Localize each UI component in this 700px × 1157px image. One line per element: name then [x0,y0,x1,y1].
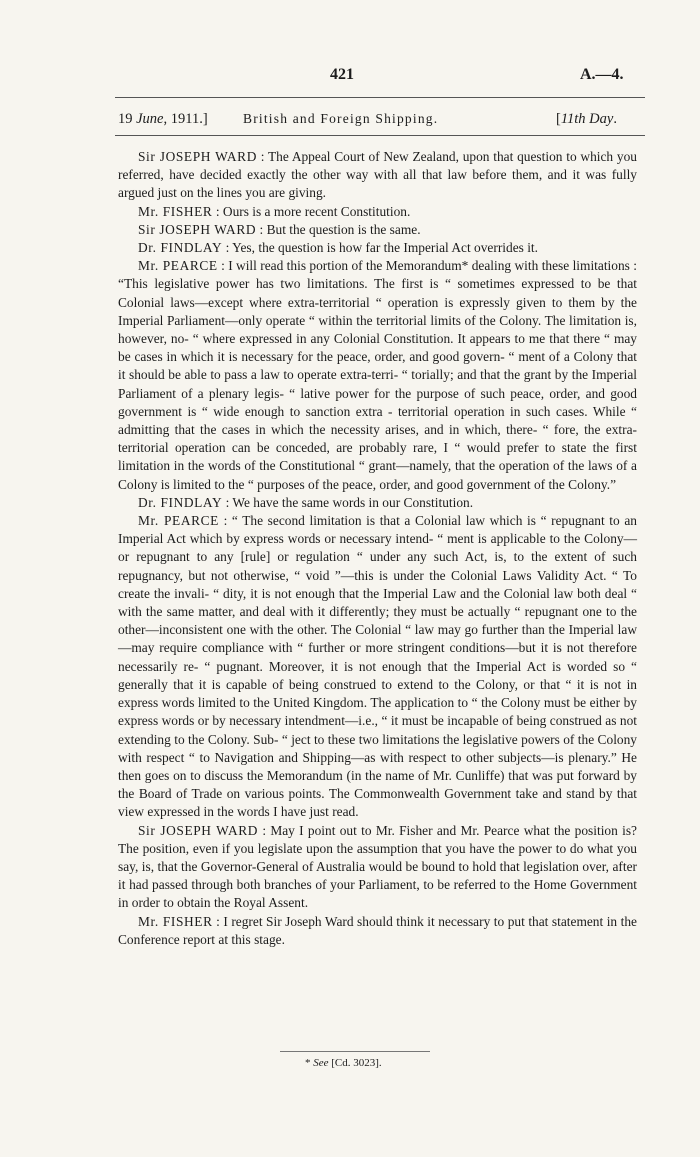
paragraph [118,257,637,494]
speaker-name: Mr. FISHER [138,913,213,929]
paragraph [118,822,637,913]
paragraph-text: : Ours is a more recent Constitution. [215,203,411,219]
paragraph [118,148,637,203]
running-date: 19 June, 1911.] [118,111,208,127]
paragraph-text: : May I point out to Mr. Fisher and Mr. Pearce what the position is? The position, even if you legislate upon the assumption that you have the power to do what you say, is, that the Governor-General of Australia would be bound to hold that legislation over, after it had passed through both branches of your Parliament, to be referred to the Home Government in order to obtain the Royal Assent. [118,822,637,911]
header-rule [115,97,645,98]
transcript-body [118,148,637,949]
footnote-rule [280,1051,430,1052]
paragraph-text: : I will read this portion of the Memorandum* dealing with these limitations : “This legislative power has two limitations. The first is “ sometimes expressed to be that Colonial laws—except where extra-territorial “ operation is expressly given to them by the Imperial Parliament—only operate “ within the territorial limits of the Colony. The limitation is, however, no- “ where expressed in any Colonial Constitution. It appears to me that there “ may be cases in which it is necessary for the peace, order, and good govern- “ ment of a Colony that it should be able to pass a law to operate extra-terri- “ torially; and that the grant by the Imperial Parliament of a plenary legis- “ lative power for the purpose of such peace, order, and good government is “ wide enough to sanction extra - territorial operation in such cases. While “ admitting that the cases in which the necessity arises, and in which, there- “ fore, the extra-territorial operation can be conceded, are probably rare, I “ would prefer to state the first limitation in the words of the Constitutional “ grant—namely, that the operation of the laws of a Colony is limited to the “ purposes of the peace, order, and good government of the Colony.” [118,258,637,492]
paragraph-text: : But the question is the same. [259,221,421,237]
running-header [118,111,648,131]
speaker-name: Dr. FINDLAY [138,494,223,510]
paragraph-text: : The Appeal Court of New Zealand, upon that question to which you referred, have decided exactly the other way with all that law before them, and it was fully argued just on the lines you are giving. [118,149,637,201]
footnote: * See [Cd. 3023]. [305,1057,382,1069]
paragraph [118,239,637,257]
page-number: 421 [330,66,354,83]
paragraph [118,494,637,512]
speaker-name: Dr. FINDLAY [138,240,223,256]
running-title: British and Foreign Shipping. [243,111,439,126]
paragraph-text: : I regret Sir Joseph Ward should think it necessary to put that statement in the Conference report at this stage. [118,913,637,947]
speaker-name: Sir JOSEPH WARD [138,221,257,237]
paragraph [118,203,637,221]
document-reference: A.—4. [580,66,624,83]
paragraph-text: : “ The second limitation is that a Colonial law which is “ repugnant to an Imperial Act which by express words or necessary intend- “ ment is applicable to the Colony—or repugnant to any [rule] or regulation “ under any such Act, is, to the extent of such repugnancy, but not otherwise, “ void ”—this is under the Colonial Laws Validity Act. “ To create the invali- “ dity, it is not enough that the Imperial Law and the Colonial law both deal “ with the same matter, and deal with it differently; they must be actually “ repugnant one to the other—inconsistent one with the other. The Colonial “ law may go further than the Imperial law—may require compliance with “ further or more stringent conditions—but it is not therefore necessarily re- “ pugnant. Moreover, it is not enough that the Imperial Act is worded so “ generally that it is capable of being construed to extend to the Colony, or that “ it is not in express words limited to the United Kingdom. The application to “ the Colony must be either by express words or by necessary intendment—i.e., “ it must be incapable of being construed as not extending to the Colony. Sub- “ ject to these two limitations the legislative powers of the Colony with respect “ to Navigation and Shipping—as with respect to other subjects—is plenary.” He then goes on to discuss the Memorandum (in the name of Mr. Cunliffe) that was put forward by the Board of Trade on various points. The Commonwealth Government take and stand by that view expressed in the words I have just read. [118,513,637,820]
paragraph-text: : Yes, the question is how far the Imperial Act overrides it. [225,240,538,256]
page-header [0,66,700,86]
speaker-name: Mr. PEARCE [138,258,218,274]
speaker-name: Mr. FISHER [138,203,213,219]
speaker-name: Sir JOSEPH WARD [138,822,259,838]
running-header-rule [115,135,645,136]
speaker-name: Mr. PEARCE [138,513,219,529]
paragraph [118,221,637,239]
paragraph [118,913,637,949]
speaker-name: Sir JOSEPH WARD [138,149,257,164]
running-day: [11th Day. [556,111,617,127]
paragraph [118,512,637,821]
paragraph-text: : We have the same words in our Constitution. [225,494,474,510]
